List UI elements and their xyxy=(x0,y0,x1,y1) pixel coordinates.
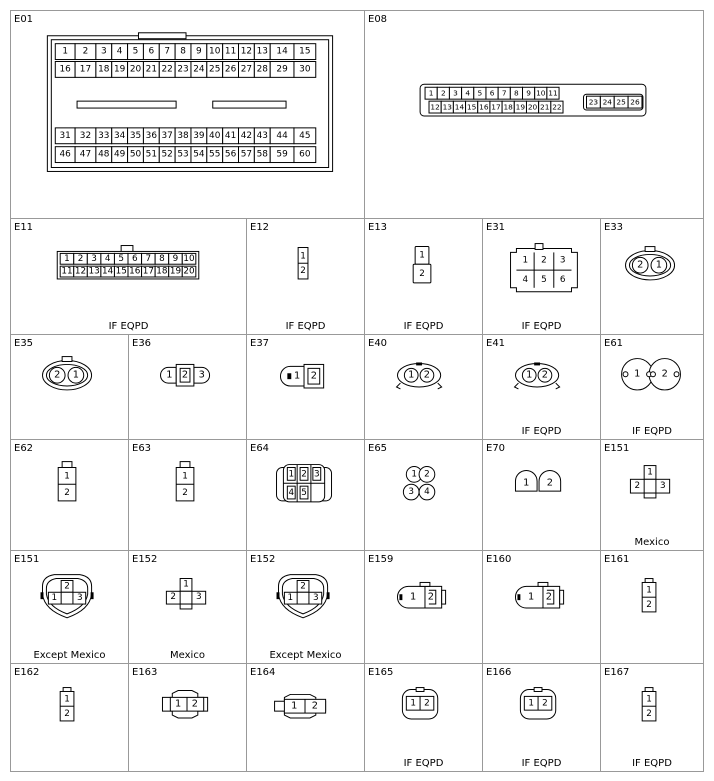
connector-cell-e70 xyxy=(482,439,601,551)
connector-drawing-e151-mexico xyxy=(601,440,703,550)
connector-cell-e164 xyxy=(246,663,365,772)
pin-label: 12 xyxy=(74,266,87,277)
pin-label: 8 xyxy=(159,253,165,264)
pin-label: 59 xyxy=(276,149,288,160)
pin-label: 2 xyxy=(546,477,553,489)
connector-id: E33 xyxy=(604,222,624,233)
pin-label: 1 xyxy=(634,368,641,380)
pin-label: 25 xyxy=(616,97,626,107)
connector-id: E13 xyxy=(368,222,388,233)
connector-cell-e35 xyxy=(10,334,129,440)
connector-note: Mexico xyxy=(170,650,205,661)
pin-label: 19 xyxy=(169,266,182,277)
pin-label: 10 xyxy=(536,88,546,98)
pin-label: 2 xyxy=(64,709,70,720)
connector-cell-e151-except-mexico xyxy=(10,550,129,664)
connector-drawing-e36 xyxy=(129,335,246,439)
pin-label: 2 xyxy=(634,481,641,492)
connector-cell-e13 xyxy=(364,218,483,335)
connector-drawing-e159 xyxy=(365,551,482,663)
connector-drawing-e12 xyxy=(247,219,364,334)
pin-label: 2 xyxy=(311,700,318,712)
pin-label: 15 xyxy=(115,266,127,277)
pin-label: 2 xyxy=(440,88,446,98)
connector-cell-e163 xyxy=(128,663,247,772)
pin-label: 2 xyxy=(541,369,549,381)
connector-id: E65 xyxy=(368,443,388,454)
pin-label: 15 xyxy=(299,46,311,57)
connector-cell-e151-mexico xyxy=(600,439,704,551)
connector-cell-e160 xyxy=(482,550,601,664)
pin-label: 46 xyxy=(59,149,71,160)
pin-label: 3 xyxy=(659,481,666,492)
connector-drawing-e151-except-mexico xyxy=(11,551,128,663)
pin-label: 2 xyxy=(545,591,552,603)
pin-label: 1 xyxy=(408,369,415,381)
connector-cell-e12 xyxy=(246,218,365,335)
connector-note: IF EQPD xyxy=(403,758,444,769)
connector-cell-e37 xyxy=(246,334,365,440)
pin-label: 2 xyxy=(300,266,306,277)
pin-label: 6 xyxy=(489,88,495,98)
connector-note: IF EQPD xyxy=(285,321,326,332)
connector-drawing-e165 xyxy=(365,664,482,771)
connector-id: E167 xyxy=(604,667,630,678)
connector-note: Mexico xyxy=(634,537,670,548)
pin-label: 1 xyxy=(288,469,295,480)
pin-label: 49 xyxy=(113,149,126,160)
pin-label: 6 xyxy=(559,274,566,285)
pin-label: 24 xyxy=(602,97,613,107)
pin-label: 4 xyxy=(116,46,123,57)
pin-label: 22 xyxy=(161,64,173,75)
pin-label: 2 xyxy=(54,369,61,381)
pin-label: 2 xyxy=(182,488,188,499)
pin-label: 39 xyxy=(193,130,205,141)
pin-label: 5 xyxy=(477,88,483,98)
connector-id: E63 xyxy=(132,443,152,454)
pin-label: 1 xyxy=(182,471,188,482)
connector-drawing-e162 xyxy=(11,664,128,771)
connector-cell-e167 xyxy=(600,663,704,772)
connector-drawing-e163 xyxy=(129,664,246,771)
connector-note: IF EQPD xyxy=(108,321,149,332)
pin-label: 2 xyxy=(424,698,430,709)
pin-label: 38 xyxy=(177,130,189,141)
connector-note: IF EQPD xyxy=(403,321,444,332)
pin-label: 26 xyxy=(630,97,640,107)
connector-id: E162 xyxy=(14,667,40,678)
pin-label: 13 xyxy=(442,102,453,112)
pin-label: 15 xyxy=(466,102,477,112)
pin-label: 13 xyxy=(256,46,268,57)
pin-label: 1 xyxy=(647,467,653,478)
pin-label: 8 xyxy=(180,46,186,57)
connector-id: E36 xyxy=(132,338,152,349)
pin-label: 19 xyxy=(515,102,526,112)
pin-label: 16 xyxy=(479,102,489,112)
pin-label: 1 xyxy=(522,255,529,266)
pin-label: 2 xyxy=(423,369,431,381)
connector-cell-e162 xyxy=(10,663,129,772)
pin-label: 44 xyxy=(276,130,288,141)
connector-cell-e152-mexico xyxy=(128,550,247,664)
pin-label: 5 xyxy=(118,253,125,264)
pin-label: 12 xyxy=(240,46,253,57)
pin-label: 3 xyxy=(559,255,566,266)
pin-label: 1 xyxy=(655,259,662,271)
pin-label: 2 xyxy=(64,488,70,499)
connector-id: E01 xyxy=(14,14,34,25)
pin-label: 54 xyxy=(193,149,205,160)
pin-label: 1 xyxy=(300,251,306,262)
connector-note: IF EQPD xyxy=(632,426,672,437)
pin-label: 40 xyxy=(209,130,221,141)
pin-label: 1 xyxy=(62,46,69,57)
pin-label: 52 xyxy=(161,149,173,160)
connector-id: E31 xyxy=(486,222,506,233)
connector-cell-e159 xyxy=(364,550,483,664)
connector-cell-e11 xyxy=(10,218,247,335)
pin-label: 1 xyxy=(294,370,301,382)
pin-label: 1 xyxy=(166,369,173,381)
pin-label: 11 xyxy=(61,266,73,277)
connector-cell-e36 xyxy=(128,334,247,440)
pin-label: 2 xyxy=(77,253,84,264)
connector-id: E160 xyxy=(486,554,512,565)
pin-label: 2 xyxy=(427,591,434,603)
connector-id: E12 xyxy=(250,222,270,233)
pin-label: 11 xyxy=(548,88,558,98)
connector-cell-e41 xyxy=(482,334,601,440)
pin-label: 6 xyxy=(148,46,155,57)
pin-label: 2 xyxy=(541,255,547,266)
pin-label: 29 xyxy=(276,64,288,75)
pin-label: 24 xyxy=(193,64,205,75)
pin-label: 60 xyxy=(299,149,311,160)
connector-cell-e33 xyxy=(600,218,704,335)
pin-label: 9 xyxy=(196,46,202,57)
connector-id: E37 xyxy=(250,338,270,349)
pin-label: 1 xyxy=(411,469,417,480)
connector-id: E08 xyxy=(368,14,388,25)
pin-label: 3 xyxy=(100,46,107,57)
pin-label: 1 xyxy=(410,698,417,709)
pin-label: 47 xyxy=(79,149,92,160)
pin-label: 8 xyxy=(514,88,519,98)
connector-drawing-e62 xyxy=(11,440,128,550)
pin-label: 2 xyxy=(301,469,307,480)
connector-id: E35 xyxy=(14,338,34,349)
connector-drawing-e37 xyxy=(247,335,364,439)
pin-label: 4 xyxy=(288,488,295,499)
pin-label: 1 xyxy=(523,477,530,489)
pin-label: 1 xyxy=(526,369,533,381)
connector-id: E11 xyxy=(14,222,34,233)
pin-label: 43 xyxy=(256,130,268,141)
pin-label: 42 xyxy=(240,130,253,141)
pin-label: 51 xyxy=(145,149,158,160)
pin-label: 20 xyxy=(129,64,142,75)
pin-label: 9 xyxy=(172,253,179,264)
pin-label: 1 xyxy=(646,694,652,705)
pin-label: 1 xyxy=(528,591,535,603)
pin-label: 45 xyxy=(299,130,311,141)
connector-cell-e62 xyxy=(10,439,129,551)
connector-drawing-e166 xyxy=(483,664,600,771)
connector-drawing-e01 xyxy=(11,11,364,218)
connector-id: E40 xyxy=(368,338,388,349)
pin-label: 1 xyxy=(528,698,535,709)
connector-drawing-e167 xyxy=(601,664,703,771)
pin-label: 32 xyxy=(79,130,92,141)
pin-label: 3 xyxy=(313,593,319,604)
connector-cell-e161 xyxy=(600,550,704,664)
pin-label: 53 xyxy=(177,149,189,160)
connector-note: IF EQPD xyxy=(632,758,672,769)
pin-label: 28 xyxy=(256,64,268,75)
pin-label: 1 xyxy=(51,593,58,604)
connector-cell-e01 xyxy=(10,10,365,219)
pin-label: 7 xyxy=(501,88,507,98)
pin-label: 2 xyxy=(542,698,548,709)
pin-label: 3 xyxy=(77,593,83,604)
pin-label: 57 xyxy=(240,149,253,160)
pin-label: 3 xyxy=(198,369,205,381)
pin-label: 4 xyxy=(465,88,471,98)
pin-label: 12 xyxy=(430,102,440,112)
pin-label: 17 xyxy=(491,102,501,112)
connector-note: Except Mexico xyxy=(269,650,342,661)
pin-label: 18 xyxy=(503,102,513,112)
pin-label: 23 xyxy=(177,64,189,75)
connector-id: E159 xyxy=(368,554,394,565)
pin-label: 35 xyxy=(129,130,142,141)
pin-label: 10 xyxy=(183,253,195,264)
pin-label: 7 xyxy=(145,253,152,264)
connector-id: E164 xyxy=(250,667,276,678)
connector-drawing-e13 xyxy=(365,219,482,334)
connector-drawing-e65 xyxy=(365,440,482,550)
pin-label: 1 xyxy=(646,585,652,596)
pin-label: 2 xyxy=(64,581,70,592)
pin-label: 9 xyxy=(526,88,531,98)
pin-label: 21 xyxy=(540,102,550,112)
pin-label: 2 xyxy=(661,368,668,380)
pin-label: 1 xyxy=(419,250,425,261)
connector-cell-e152-except-mexico xyxy=(246,550,365,664)
connector-note: IF EQPD xyxy=(521,321,562,332)
pin-label: 2 xyxy=(419,269,425,280)
connector-drawing-e70 xyxy=(483,440,600,550)
pin-label: 36 xyxy=(145,130,158,141)
connector-drawing-e164 xyxy=(247,664,364,771)
pin-label: 55 xyxy=(209,149,221,160)
pin-label: 18 xyxy=(98,64,110,75)
pin-label: 26 xyxy=(224,64,237,75)
connector-drawing-e64 xyxy=(247,440,364,550)
pin-label: 21 xyxy=(145,64,158,75)
pin-label: 1 xyxy=(72,369,79,381)
pin-label: 4 xyxy=(104,253,111,264)
pin-label: 3 xyxy=(453,88,458,98)
pin-label: 25 xyxy=(209,64,221,75)
pin-label: 17 xyxy=(79,64,92,75)
pin-label: 41 xyxy=(224,130,237,141)
pin-label: 27 xyxy=(240,64,253,75)
connector-cell-e08 xyxy=(364,10,704,219)
pin-label: 13 xyxy=(88,266,100,277)
pin-label: 1 xyxy=(64,253,70,264)
pin-label: 58 xyxy=(256,149,268,160)
connector-drawing-e161 xyxy=(601,551,703,663)
connector-id: E151 xyxy=(14,554,40,565)
pin-label: 2 xyxy=(191,698,198,710)
pin-label: 5 xyxy=(301,488,307,499)
pin-label: 3 xyxy=(313,469,320,480)
connector-id: E62 xyxy=(14,443,34,454)
pin-label: 2 xyxy=(181,369,189,381)
pin-label: 2 xyxy=(646,600,652,611)
pin-label: 7 xyxy=(164,46,171,57)
pin-label: 5 xyxy=(541,274,547,285)
connector-drawing-e40 xyxy=(365,335,482,439)
connector-cell-e64 xyxy=(246,439,365,551)
pin-label: 1 xyxy=(183,579,189,590)
connector-id: E161 xyxy=(604,554,630,565)
pin-label: 33 xyxy=(98,130,110,141)
pin-label: 4 xyxy=(424,487,430,498)
pin-label: 2 xyxy=(424,469,430,480)
pin-label: 3 xyxy=(91,253,97,264)
connector-id: E163 xyxy=(132,667,158,678)
connector-drawing-e41 xyxy=(483,335,600,439)
connector-drawing-e08 xyxy=(365,11,703,218)
connector-drawing-e11 xyxy=(11,219,246,334)
pin-label: 14 xyxy=(102,266,114,277)
connector-drawing-e152-except-mexico xyxy=(247,551,364,663)
pin-label: 18 xyxy=(156,266,168,277)
connector-note: IF EQPD xyxy=(521,426,562,437)
pin-label: 2 xyxy=(300,581,306,592)
connector-drawing-e33 xyxy=(601,219,703,334)
connector-cell-e165 xyxy=(364,663,483,772)
pin-label: 6 xyxy=(131,253,138,264)
pin-label: 4 xyxy=(522,274,529,285)
connector-cell-e40 xyxy=(364,334,483,440)
connector-note: IF EQPD xyxy=(521,758,562,769)
pin-label: 50 xyxy=(129,149,142,160)
pin-label: 1 xyxy=(175,698,182,710)
connector-drawing-e160 xyxy=(483,551,600,663)
pin-label: 14 xyxy=(454,102,465,112)
pin-label: 1 xyxy=(428,88,434,98)
connector-drawing-e61 xyxy=(601,335,703,439)
connector-id: E166 xyxy=(486,667,512,678)
pin-label: 1 xyxy=(64,471,70,482)
pin-label: 22 xyxy=(552,102,562,112)
connector-cell-e31 xyxy=(482,218,601,335)
connector-id: E152 xyxy=(132,554,158,565)
connector-drawing-e35 xyxy=(11,335,128,439)
pin-label: 48 xyxy=(98,149,110,160)
pin-label: 23 xyxy=(588,97,599,107)
connector-drawing-e63 xyxy=(129,440,246,550)
pin-label: 2 xyxy=(170,592,177,603)
pin-label: 11 xyxy=(224,46,237,57)
connector-id: E165 xyxy=(368,667,394,678)
pin-label: 1 xyxy=(410,591,417,603)
pin-label: 2 xyxy=(310,370,317,382)
pin-label: 20 xyxy=(527,102,538,112)
pin-label: 14 xyxy=(276,46,288,57)
pin-label: 17 xyxy=(142,266,154,277)
connector-drawing-e152-mexico xyxy=(129,551,246,663)
pin-label: 37 xyxy=(161,130,173,141)
pin-label: 2 xyxy=(637,259,644,271)
pin-label: 3 xyxy=(195,592,202,603)
pin-label: 5 xyxy=(132,46,139,57)
connector-cell-e166 xyxy=(482,663,601,772)
pin-label: 10 xyxy=(209,46,221,57)
pin-label: 16 xyxy=(59,64,71,75)
pin-label: 1 xyxy=(64,694,70,705)
connector-note: Except Mexico xyxy=(33,650,106,661)
pin-label: 31 xyxy=(59,130,71,141)
pin-label: 30 xyxy=(299,64,311,75)
pin-label: 20 xyxy=(183,266,195,277)
connector-cell-e61 xyxy=(600,334,704,440)
pin-label: 1 xyxy=(291,700,298,712)
connector-id: E61 xyxy=(604,338,624,349)
pin-label: 56 xyxy=(224,149,237,160)
pin-label: 2 xyxy=(82,46,89,57)
connector-cell-e63 xyxy=(128,439,247,551)
connector-drawing-e31 xyxy=(483,219,600,334)
pin-label: 2 xyxy=(646,709,652,720)
connector-id: E41 xyxy=(486,338,506,349)
pin-label: 19 xyxy=(113,64,126,75)
connector-id: E70 xyxy=(486,443,506,454)
pin-label: 1 xyxy=(287,593,294,604)
connector-cell-e65 xyxy=(364,439,483,551)
pin-label: 16 xyxy=(129,266,141,277)
connector-id: E152 xyxy=(250,554,276,565)
pin-label: 3 xyxy=(408,487,415,498)
connector-id: E151 xyxy=(604,443,630,454)
connector-id: E64 xyxy=(250,443,270,454)
pin-label: 34 xyxy=(113,130,126,141)
